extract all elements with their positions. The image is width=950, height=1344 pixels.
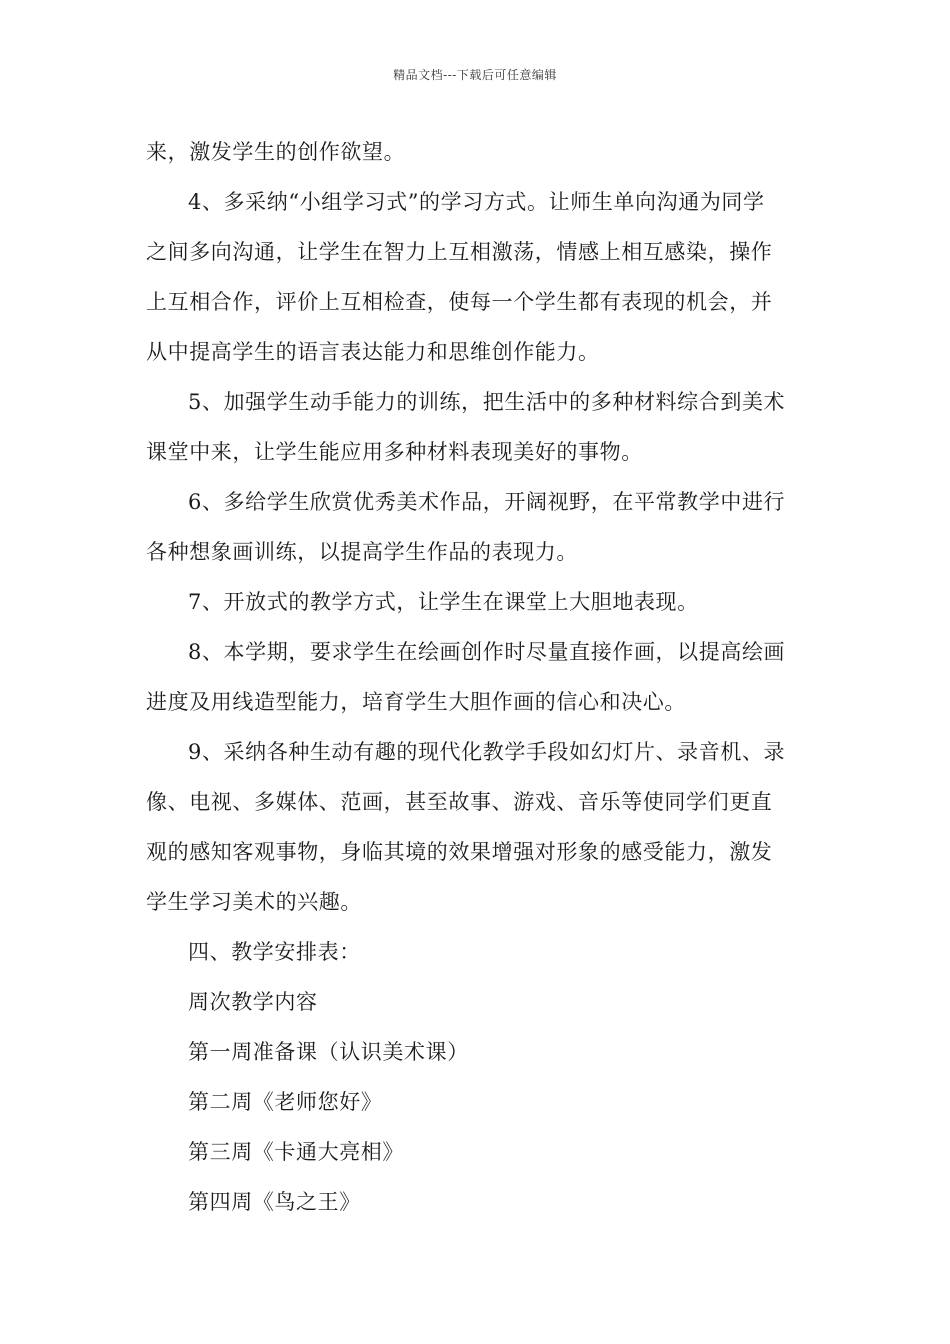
text-line: 来，激发学生的创作欲望。 bbox=[146, 140, 406, 164]
schedule-row: 第四周《鸟之王》 bbox=[188, 1190, 361, 1214]
paragraph-4-line: 从中提高学生的语言表达能力和思维创作能力。 bbox=[146, 340, 600, 364]
paragraph-5-line: 课堂中来，让学生能应用多种材料表现美好的事物。 bbox=[146, 440, 643, 464]
schedule-row: 第三周《卡通大亮相》 bbox=[188, 1140, 404, 1164]
paragraph-4-line: 之间多向沟通，让学生在智力上互相激荡，情感上相互感染，操作 bbox=[146, 240, 773, 264]
schedule-header: 周次教学内容 bbox=[188, 990, 318, 1014]
paragraph-4-line: 4、多采纳“小组学习式”的学习方式。让师生单向沟通为同学 bbox=[188, 190, 765, 214]
paragraph-7-line: 7、开放式的教学方式，让学生在课堂上大胆地表现。 bbox=[188, 590, 699, 614]
section-heading: 四、教学安排表： bbox=[188, 940, 361, 964]
paragraph-5-line: 5、加强学生动手能力的训练，把生活中的多种材料综合到美术 bbox=[188, 390, 786, 414]
paragraph-6-line: 各种想象画训练，以提高学生作品的表现力。 bbox=[146, 540, 578, 564]
paragraph-8-line: 8、本学期，要求学生在绘画创作时尽量直接作画，以提高绘画 bbox=[188, 640, 786, 664]
paragraph-9-line: 观的感知客观事物，身临其境的效果增强对形象的感受能力，激发 bbox=[146, 840, 773, 864]
paragraph-9-line: 9、采纳各种生动有趣的现代化教学手段如幻灯片、录音机、录 bbox=[188, 740, 786, 764]
page-header: 精品文档---下载后可任意编辑 bbox=[393, 68, 557, 82]
paragraph-9-line: 像、电视、多媒体、范画，甚至故事、游戏、音乐等使同学们更直 bbox=[146, 790, 773, 814]
paragraph-8-line: 进度及用线造型能力，培育学生大胆作画的信心和决心。 bbox=[146, 690, 686, 714]
schedule-row: 第一周准备课（认识美术课） bbox=[188, 1040, 469, 1064]
paragraph-6-line: 6、多给学生欣赏优秀美术作品，开阔视野，在平常教学中进行 bbox=[188, 490, 786, 514]
document-body bbox=[146, 127, 808, 1227]
paragraph-4-line: 上互相合作，评价上互相检查，使每一个学生都有表现的机会，并 bbox=[146, 290, 773, 314]
paragraph-9-line: 学生学习美术的兴趣。 bbox=[146, 890, 362, 914]
schedule-row: 第二周《老师您好》 bbox=[188, 1090, 383, 1114]
